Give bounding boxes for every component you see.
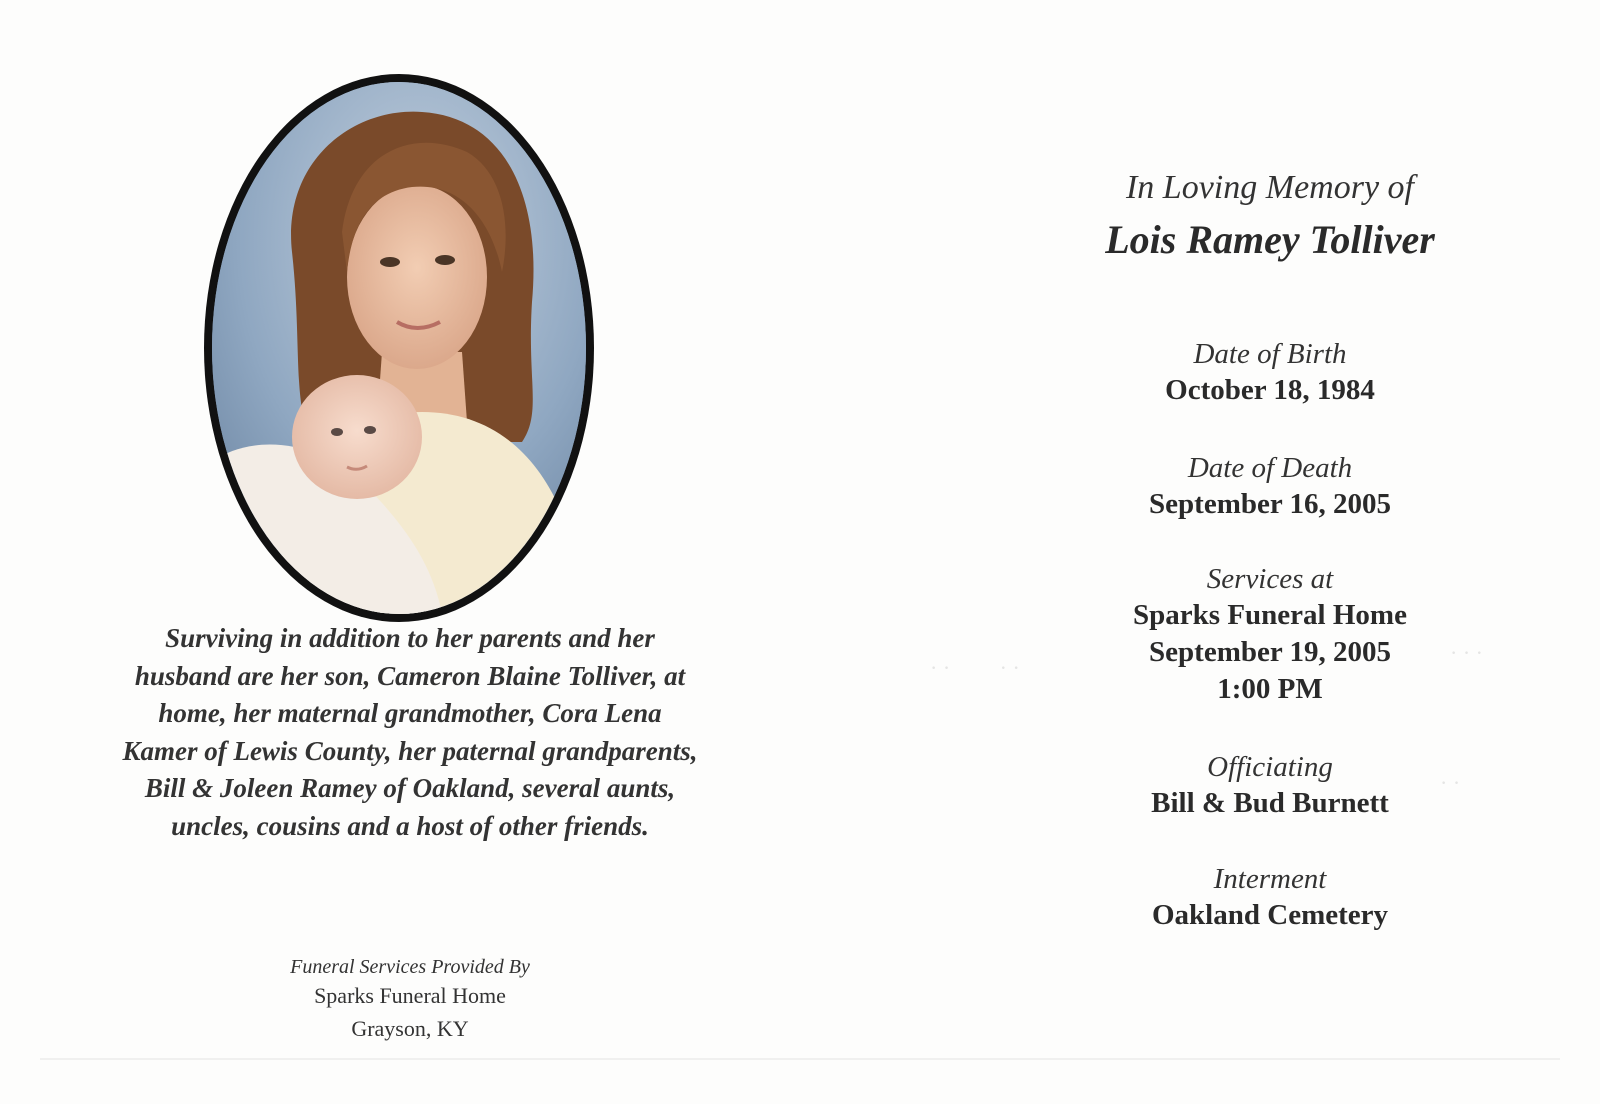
- service-details: [1000, 166, 1540, 931]
- bleed-through-mark: · · ·: [1450, 640, 1483, 665]
- death-section: [1000, 450, 1540, 523]
- officiating-section: [1000, 749, 1540, 822]
- birth-label: Date of Birth: [1193, 338, 1347, 370]
- portrait-illustration: [212, 82, 586, 614]
- death-label: Date of Death: [1187, 452, 1353, 484]
- provided-by-label: Funeral Services Provided By: [290, 956, 530, 978]
- interment-section: [1000, 861, 1540, 934]
- birth-date: October 18, 1984: [1165, 374, 1375, 406]
- services-place: Sparks Funeral Home: [1133, 599, 1407, 631]
- memory-label: In Loving Memory of: [1125, 169, 1414, 206]
- services-time: 1:00 PM: [1217, 673, 1323, 705]
- survivors-line: husband are her son, Cameron Blaine Tolliver, at: [134, 660, 686, 691]
- survivors-line: home, her maternal grandmother, Cora Lena: [158, 698, 662, 729]
- services-date: September 19, 2005: [1149, 636, 1391, 668]
- provided-by-home: Sparks Funeral Home: [314, 983, 506, 1008]
- officiating-names: Bill & Bud Burnett: [1151, 787, 1389, 819]
- bleed-through-mark: · · · ·: [930, 655, 1020, 680]
- officiating-label: Officiating: [1207, 751, 1333, 783]
- bleed-through-mark: · ·: [1440, 770, 1461, 795]
- portrait-photo: [212, 82, 586, 614]
- interment-place: Oakland Cemetery: [1152, 899, 1388, 931]
- scan-edge: [40, 1058, 1560, 1060]
- deceased-name: Lois Ramey Tolliver: [1105, 217, 1435, 262]
- portrait-frame: [204, 74, 594, 622]
- birth-section: [1000, 336, 1540, 409]
- survivors-line: uncles, cousins and a host of other friends.: [171, 810, 649, 841]
- services-label: Services at: [1206, 563, 1334, 595]
- provided-by-location: Grayson, KY: [351, 1016, 469, 1041]
- death-date: September 16, 2005: [1149, 488, 1391, 520]
- provided-by-block: [210, 955, 610, 1045]
- survivors-line: Surviving in addition to her parents and her: [165, 623, 655, 653]
- interment-label: Interment: [1213, 863, 1327, 895]
- survivors-paragraph: [40, 620, 780, 846]
- survivors-line: Bill & Joleen Ramey of Oakland, several aunts,: [144, 773, 676, 804]
- survivors-line: Kamer of Lewis County, her paternal grandparents,: [122, 735, 698, 766]
- services-section: [1000, 561, 1540, 708]
